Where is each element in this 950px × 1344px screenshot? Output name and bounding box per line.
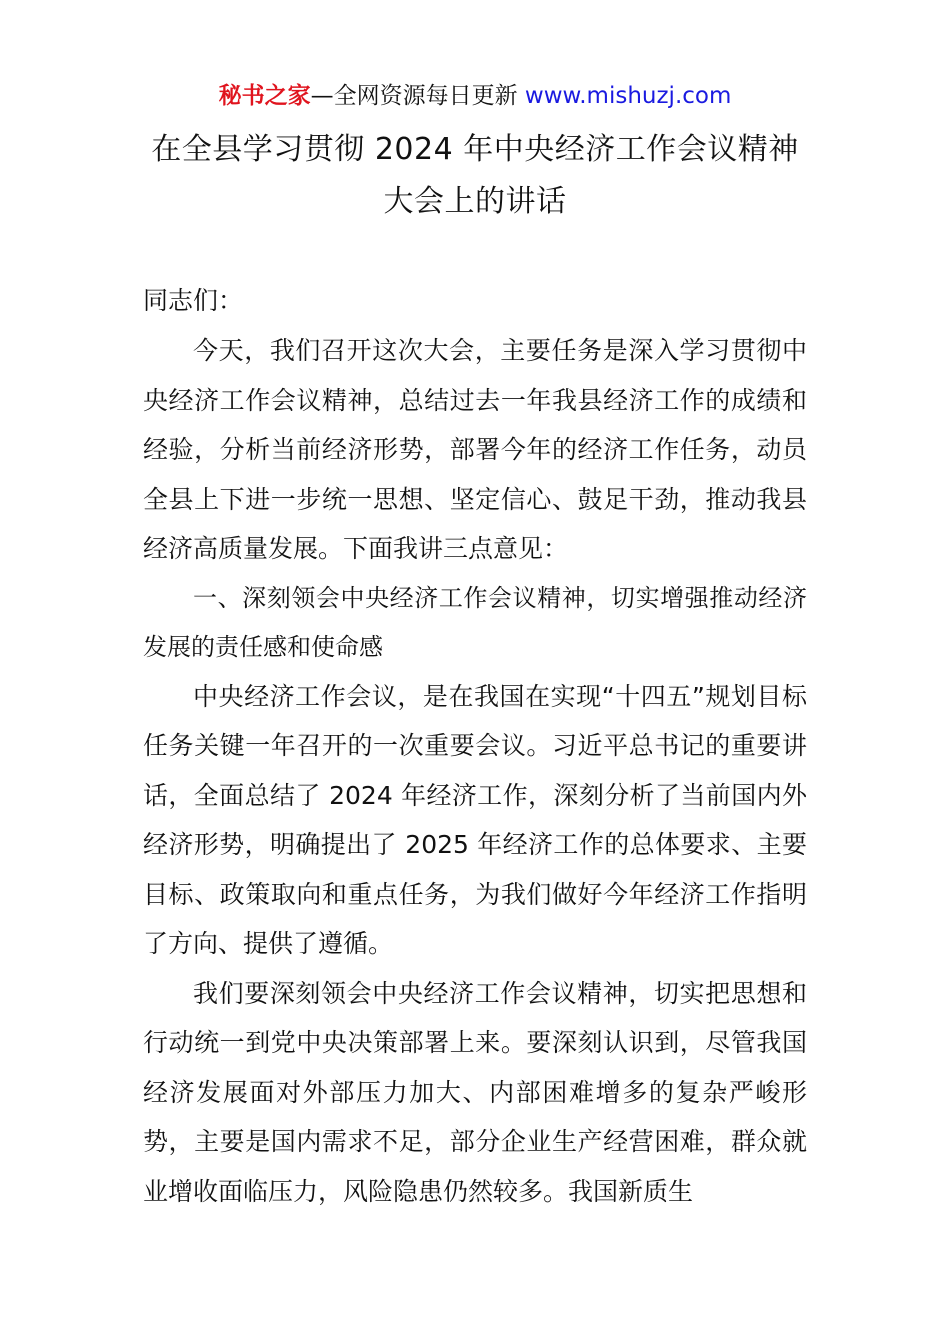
paragraph-intro: 今天，我们召开这次大会，主要任务是深入学习贯彻中央经济工作会议精神，总结过去一年我县经济工作的成绩和经验，分析当前经济形势，部署今年的经济工作任务，动员全县上下进一步统一思想、坚定信心、鼓足干劲，推动我县经济高质量发展。下面我讲三点意见： bbox=[143, 336, 807, 563]
paragraph-understanding: 我们要深刻领会中央经济工作会议精神，切实把思想和行动统一到党中央决策部署上来。要深刻认识到，尽管我国经济发展面对外部压力加大、内部困难增多的复杂严峻形势，主要是国内需求不足，部分企业生产经营困难，群众就业增收面临压力，风险隐患仍然较多。我国新质生 bbox=[143, 978, 807, 1206]
site-brand[interactable]: 秘书之家 bbox=[218, 83, 311, 109]
paragraph-conference: 中央经济工作会议，是在我国在实现“十四五”规划目标任务关键一年召开的一次重要会议。习近平总书记的重要讲话，全面总结了 2024 年经济工作，深刻分析了当前国内外经济形势，明确提出了 2025 年经济工作的总体要求、主要目标、政策取向和重点任务，为我们做好今年经济工作指明了方向、提供了遵循。 bbox=[143, 681, 807, 958]
document-body bbox=[143, 276, 807, 1216]
salutation: 同志们： bbox=[143, 286, 244, 315]
title-line-1: 在全县学习贯彻 2024 年中央经济工作会议精神 bbox=[151, 132, 799, 167]
site-url-link[interactable]: www.mishuzj.com bbox=[524, 83, 732, 109]
section-heading-1: 一、深刻领会中央经济工作会议精神，切实增强推动经济发展的责任感和使命感 bbox=[143, 583, 807, 661]
title-line-2: 大会上的讲话 bbox=[383, 184, 567, 219]
site-header bbox=[0, 80, 950, 112]
document-title bbox=[100, 124, 850, 228]
site-tagline: —全网资源每日更新 bbox=[310, 83, 518, 109]
